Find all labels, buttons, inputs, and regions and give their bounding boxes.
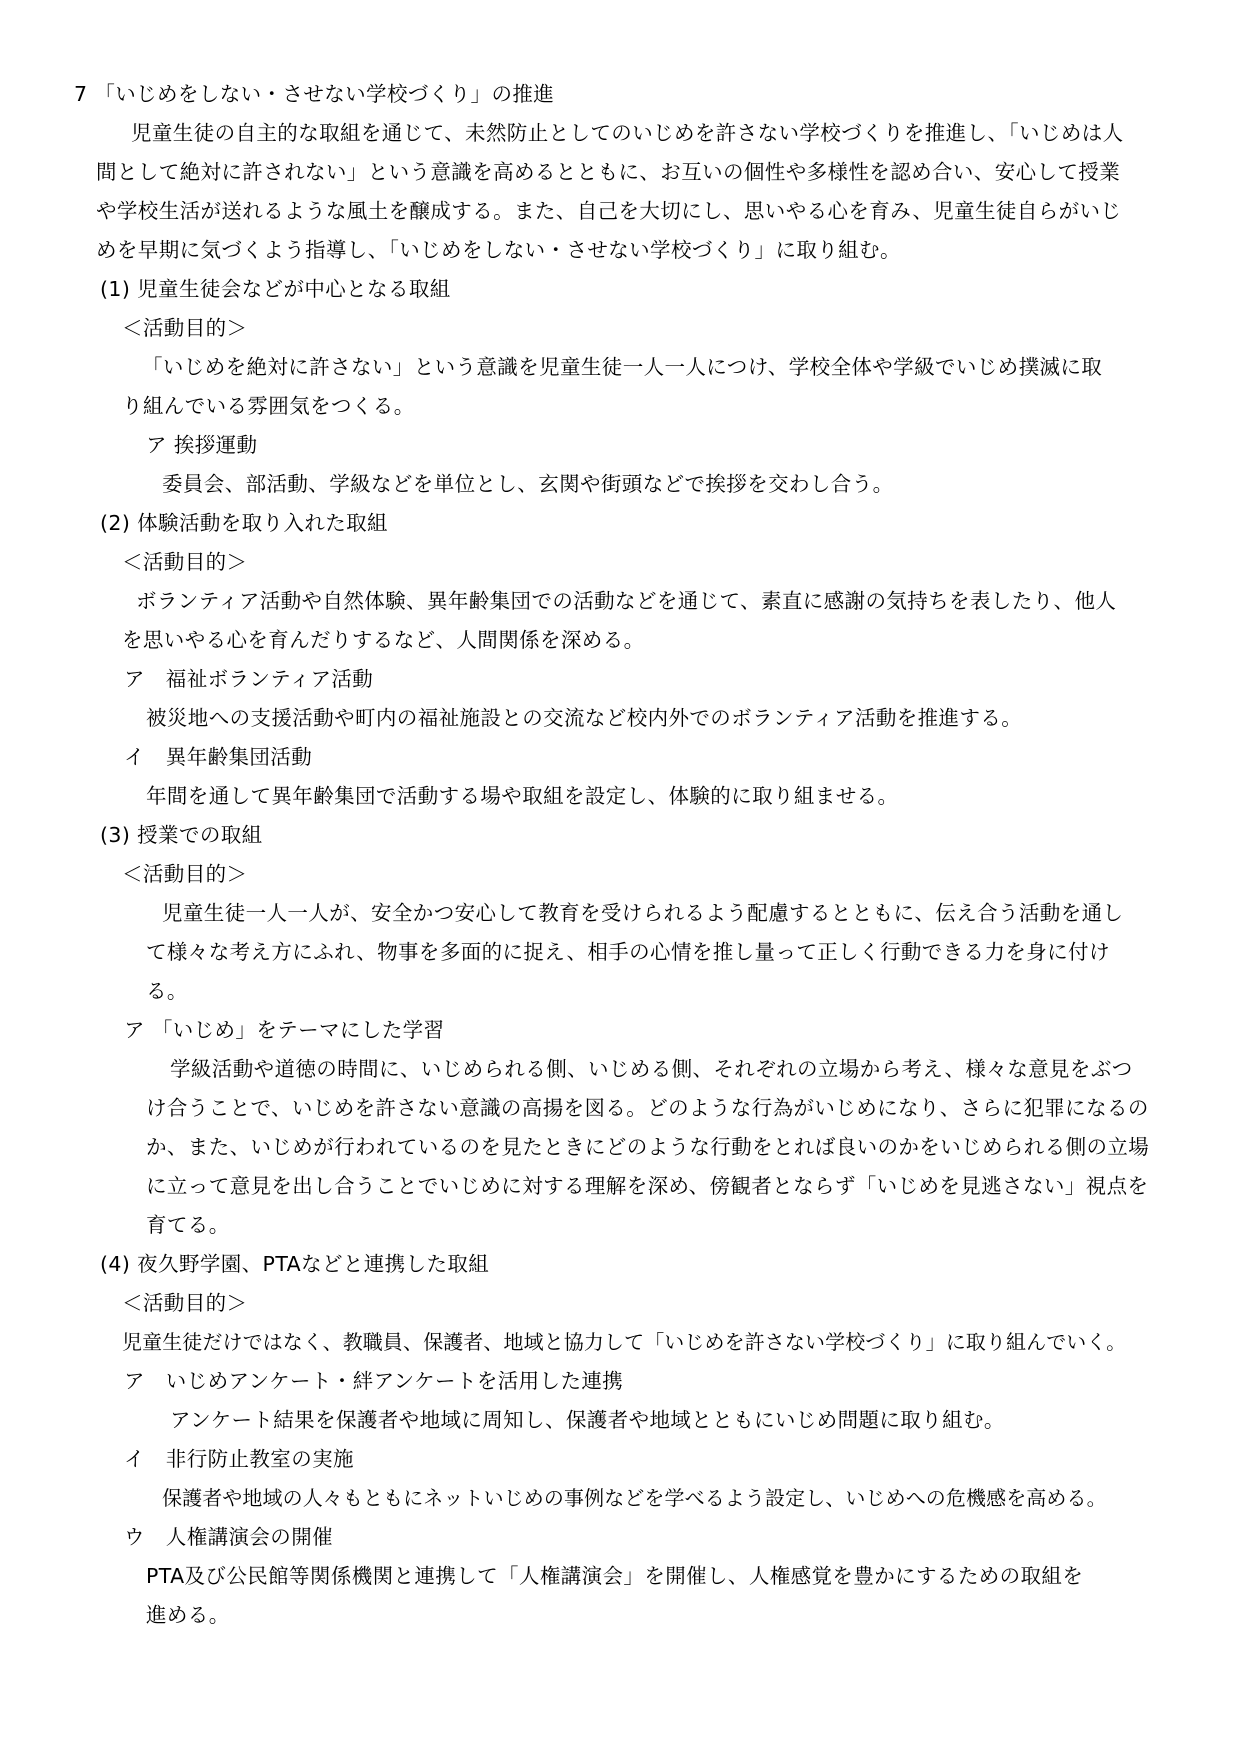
subsection-1-purpose-label: ＜活動目的＞ <box>122 316 248 340</box>
subsection-3-item-a-line-3: か、また、いじめが行われているのを見たときにどのような行動をとれば良いのかをいじめられる側の立場 <box>146 1135 1150 1159</box>
intro-line-1: 児童生徒の自主的な取組を通じて、未然防止としてのいじめを許さない学校づくりを推進し、「いじめは人 <box>131 121 1124 145</box>
subsection-2-heading: (2) 体験活動を取り入れた取組 <box>100 511 388 535</box>
subsection-3-purpose-line-1: 児童生徒一人一人が、安全かつ安心して教育を受けられるよう配慮するとともに、伝え合う活動を通し <box>162 901 1124 925</box>
subsection-4-item-u-line-1: PTA及び公民館等関係機関と連携して「人権講演会」を開催し、人権感覚を豊かにするための取組を <box>146 1564 1084 1588</box>
subsection-3-item-a-line-2: け合うことで、いじめを許さない意識の高揚を図る。どのような行為がいじめになり、さらに犯罪になるの <box>146 1096 1149 1120</box>
intro-line-3: や学校生活が送れるような風土を醸成する。また、自己を大切にし、思いやる心を育み、児童生徒自らがいじ <box>96 199 1122 223</box>
subsection-4-heading: (4) 夜久野学園、PTAなどと連携した取組 <box>100 1252 490 1276</box>
subsection-2-item-a-heading: ア 福祉ボランティア活動 <box>124 667 374 691</box>
subsection-4-item-a-heading: ア いじめアンケート・絆アンケートを活用した連携 <box>124 1369 624 1393</box>
subsection-3-purpose-label: ＜活動目的＞ <box>122 862 248 886</box>
subsection-3-item-a-heading: ア 「いじめ」をテーマにした学習 <box>124 1018 445 1042</box>
section-heading: 7 「いじめをしない・させない学校づくり」の推進 <box>74 82 555 106</box>
intro-line-4: めを早期に気づくよう指導し、「いじめをしない・させない学校づくり」に取り組む。 <box>96 238 901 262</box>
subsection-1-purpose-line-1: 「いじめを絶対に許さない」という意識を児童生徒一人一人につけ、学校全体や学級でいじめ撲滅に取 <box>142 355 1103 379</box>
subsection-4-item-i-text: 保護者や地域の人々もともにネットいじめの事例などを学べるよう設定し、いじめへの危機感を高める。 <box>162 1486 1107 1510</box>
subsection-4-item-u-heading: ウ 人権講演会の開催 <box>124 1525 333 1549</box>
subsection-2-purpose-line-2: を思いやる心を育んだりするなど、人間関係を深める。 <box>122 628 645 652</box>
subsection-3-item-a-line-4: に立って意見を出し合うことでいじめに対する理解を深め、傍観者とならず「いじめを見逃さない」視点を <box>146 1174 1149 1198</box>
intro-line-2: 間として絶対に許されない」という意識を高めるとともに、お互いの個性や多様性を認め合い、安心して授業 <box>96 160 1121 184</box>
subsection-4-purpose-label: ＜活動目的＞ <box>122 1291 248 1315</box>
subsection-3-item-a-line-5: 育てる。 <box>146 1213 230 1237</box>
subsection-4-item-a-text: アンケート結果を保護者や地域に周知し、保護者や地域とともにいじめ問題に取り組む。 <box>170 1408 1005 1432</box>
subsection-1-heading: (1) 児童生徒会などが中心となる取組 <box>100 277 451 301</box>
subsection-4-item-i-heading: イ 非行防止教室の実施 <box>124 1447 354 1471</box>
subsection-3-heading: (3) 授業での取組 <box>100 823 263 847</box>
subsection-2-item-i-text: 年間を通して異年齢集団で活動する場や取組を設定し、体験的に取り組ませる。 <box>146 784 899 808</box>
subsection-3-purpose-line-2: て様々な考え方にふれ、物事を多面的に捉え、相手の心情を推し量って正しく行動できる力を身に付け <box>146 940 1110 964</box>
subsection-2-item-a-text: 被災地への支援活動や町内の福祉施設との交流など校内外でのボランティア活動を推進する。 <box>146 706 1023 730</box>
subsection-3-purpose-line-3: る。 <box>146 979 188 1003</box>
subsection-1-item-a-heading: ア 挨拶運動 <box>146 433 258 457</box>
subsection-2-purpose-line-1: ボランティア活動や自然体験、異年齢集団での活動などを通じて、素直に感謝の気持ちを表したり、他人 <box>136 589 1117 613</box>
subsection-2-item-i-heading: イ 異年齢集団活動 <box>124 745 313 769</box>
subsection-1-purpose-line-2: り組んでいる雰囲気をつくる。 <box>122 394 415 418</box>
subsection-4-purpose-text: 児童生徒だけではなく、教職員、保護者、地域と協力して「いじめを許さない学校づくり」に取り組んでいく。 <box>122 1330 1127 1354</box>
subsection-2-purpose-label: ＜活動目的＞ <box>122 550 248 574</box>
subsection-4-item-u-line-2: 進める。 <box>146 1603 230 1627</box>
subsection-3-item-a-line-1: 学級活動や道徳の時間に、いじめられる側、いじめる側、それぞれの立場から考え、様々な意見をぶつ <box>170 1057 1133 1081</box>
subsection-1-item-a-text: 委員会、部活動、学級などを単位とし、玄関や街頭などで挨拶を交わし合う。 <box>162 472 894 496</box>
